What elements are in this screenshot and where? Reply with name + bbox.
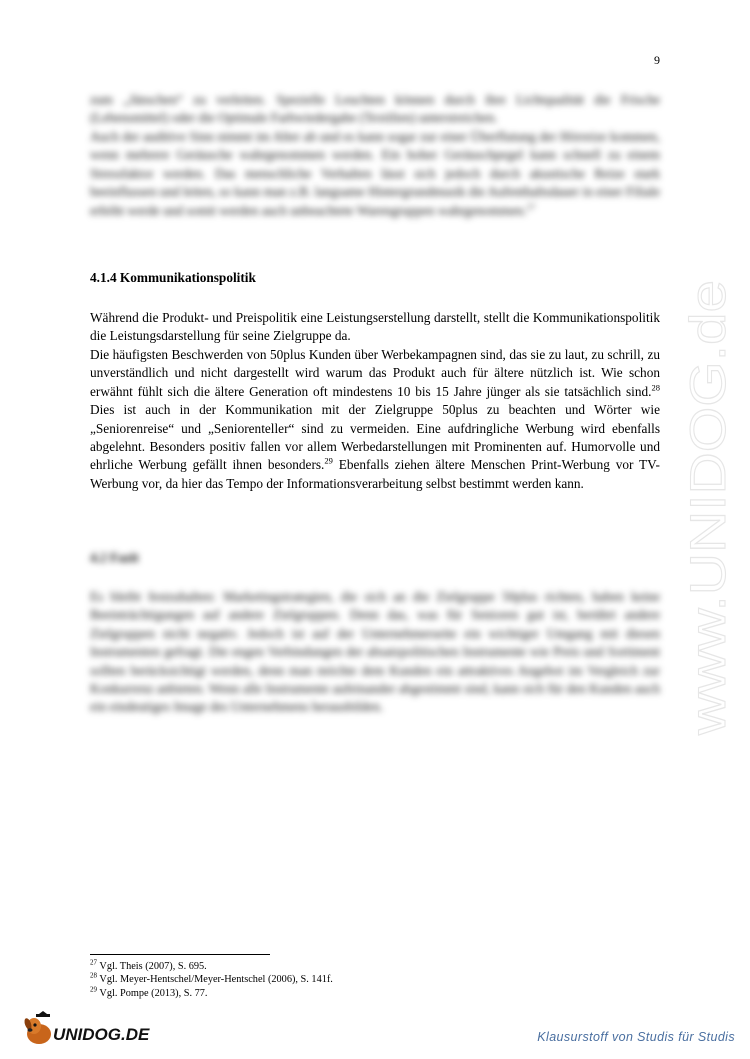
footnote-29: $^{29}$ Vgl. Pompe (2013), S. 77.: [90, 985, 208, 999]
dog-mascot-icon: [23, 1011, 51, 1044]
watermark-text: www.UNIDOG.de: [680, 346, 736, 735]
footnotes: [90, 960, 660, 1000]
page-number: 9: [654, 53, 660, 67]
unidog-logo: [22, 1010, 157, 1050]
footnote-ref-29: 29: [324, 456, 333, 467]
footer-tagline: Klausurstoff von Studis für Studis: [537, 1030, 735, 1044]
blurred-paragraph-fazit: Es bleibt festzuhalten: Marketingstrategien, die sich an die Zielgruppe 50plus richten, haben keine Beeinträchtigungen auf andere Zielgruppen. Denn das, was für Senioren gut ist, berührt andere Zielgruppen nicht negativ. Jedoch ist auf der Unternehmerseite ein wichtiger Umgang mit diesen Instrumenten gefragt. Die engen Verbindungen der absatzpolitischen Instrumente wie Preis und Sortiment sollten berücksichtigt werden, denn man möchte dem Kunden ein attraktives Angebot im Vergleich zur Konkurrenz anbieten. Wenn alle Instrumente aufeinander abgestimmt sind, kann sich für den Kunden auch ein eindeutiges Image des Unternehmens herausbilden.: [90, 589, 660, 715]
footnote-ref-28: 28: [651, 382, 660, 393]
blurred-paragraph-1: zum „Jänschen“ zu verleiten. Spezielle Leuchten können durch ihre Lichtqualität die Frische (Lebensmittel) oder die Optimale Farbwiedergabe (Textilien) unterstreichen.: [90, 92, 660, 126]
watermark: [680, 270, 740, 740]
footnote-28: $^{28}$ Vgl. Meyer-Hentschel/Meyer-Hentschel (2006), S. 141f.: [90, 971, 333, 986]
footnote-divider: [90, 954, 270, 955]
logo-text: UNIDOG.DE: [53, 1025, 150, 1044]
paragraph-kommunikation-main: Die häufigsten Beschwerden von 50plus Kunden über Werbekampagnen sind, das sie zu laut, zu schrill, zu unverständlich und nicht dargestellt wird warum das Produkt auch für ältere nützlich ist. Wie schon erwähnt fühlt sich die ältere Generation oft mindestens 10 bis 15 Jahre jünger als sie tatsächlich sind.$^{28}$ Dies ist auch in der Kommunikation mit der Zielgruppe 50plus zu beachten und Wörter wie „Seniorenreise“ und „Seniorenteller“ sind zu vermeiden. Eine aufdringliche Werbung wird ebenfalls abgelehnt. Besonders positiv fallen vor allem Werbedarstellungen mit Prominenten auf. Humorvolle und ehrliche Werbung gefällt ihnen besonders.$^{29}$ Ebenfalls ziehen ältere Menschen Print-Werbung vor TV-Werbung vor, da hier das Tempo der Informationsverarbeitung selbst bestimmt werden kann.: [90, 347, 660, 491]
section-heading-kommunikationspolitik: 4.1.4 Kommunikationspolitik: [90, 270, 256, 285]
section-heading-fazit: 4.2 Fazit: [90, 550, 139, 565]
footnote-27: $^{27}$ Vgl. Theis (2007), S. 695.: [90, 958, 207, 972]
blurred-paragraph-2: Auch der auditive Sinn nimmt im Alter ab und es kann sogar zur einer Überflutung der Hörreize kommen, wenn mehrere Geräusche wahrgenommen werden. Ein hoher Geräuschpegel kann schnell zu einem Stressfaktor werden. Das menschliche Verhalten lässt sich jedoch durch akustische Reize stark beeinflussen und leiten, so kann man z.B. langsame Hintergrundmusik die Aufenthaltsdauer in einer Filiale erhöht werde und somit werden auch unbeachtete Warengruppen wahrgenommen.$^{27}$: [90, 129, 660, 218]
paragraph-kommunikation-intro: Während die Produkt- und Preispolitik eine Leistungserstellung darstellt, stellt die Kommunikationspolitik die Leistungsdarstellung für seine Zielgruppe da.: [90, 310, 660, 344]
